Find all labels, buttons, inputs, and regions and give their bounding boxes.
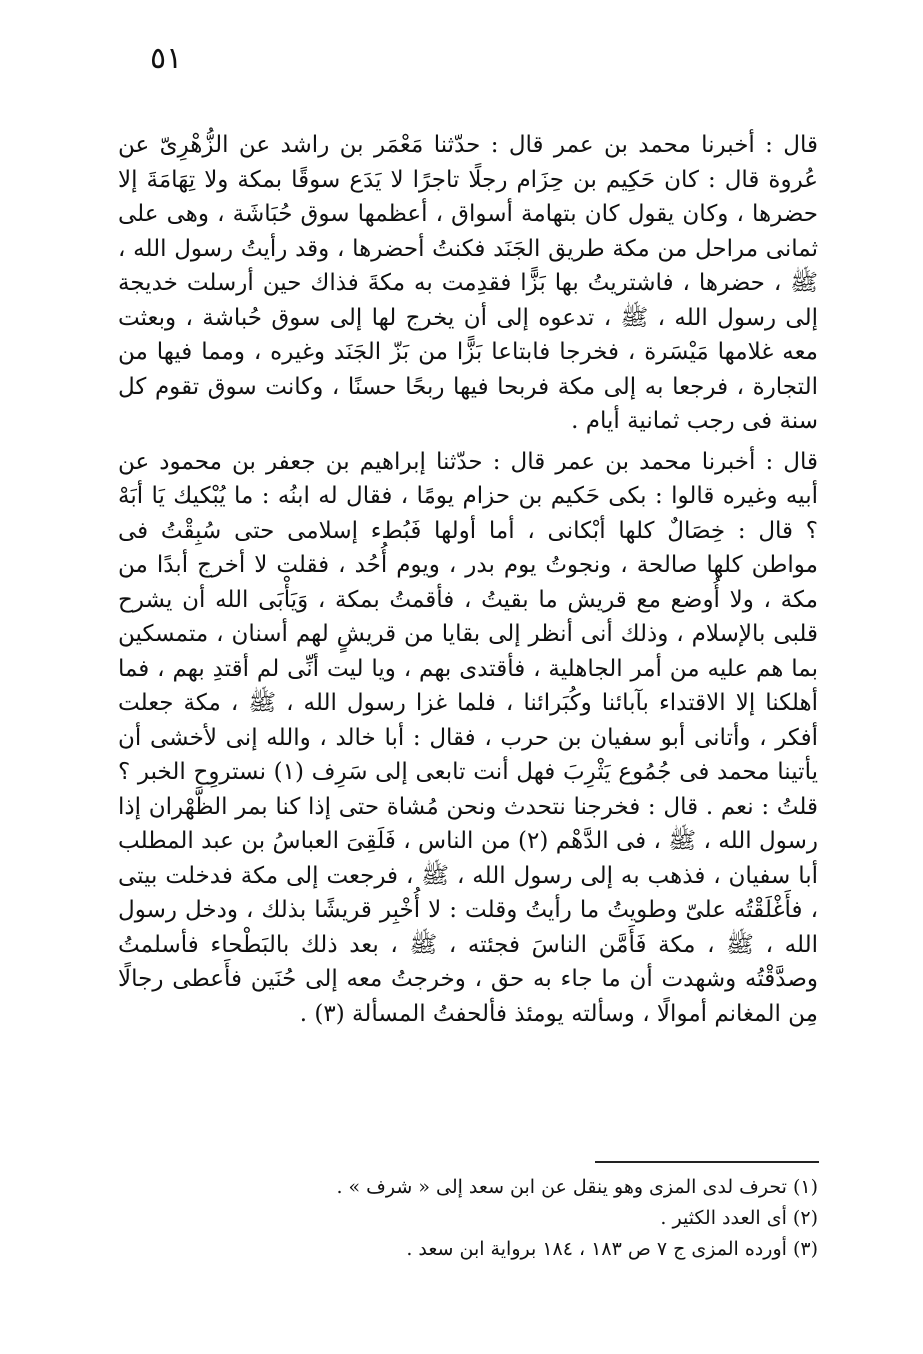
page-number: ٥١ xyxy=(150,41,183,76)
footnote-3: (٣) أورده المزى ج ٧ ص ١٨٣ ، ١٨٤ برواية ابن سعد . xyxy=(406,1238,818,1260)
paragraph-2: قال : أخبرنا محمد بن عمر قال : حدّثنا إبراهيم بن جعفر بن محمود عن أبيه وغيره قالوا : بكى حَكيم بن حزام يومًا ، فقال له ابنُه : ما يُبْكيك يَا أبَهْ ؟ قال : خِصَالٌ كلها أبْكانى ، أما أولها فَبُطء إسلامى حتى سُبِقْتُ فى مواطن كلها صالحة ، ونجوتُ يوم بدر ، ويوم أُحُد ، فقلت لا أخرج أبدًا من مكة ، ولا أُوضع مع قريش ما بقيتُ ، فأقمتُ بمكة ، وَيَأْبَى الله أن يشرح قلبى بالإسلام ، وذلك أنى أنظر إلى بقايا من قريشٍ لهم أسنان ، متمسكين بما هم عليه من أمر الجاهلية ، فأقتدى بهم ، ويا ليت أنِّى لم أقتدِ بهم ، فما أهلكنا إلا الاقتداء بآبائنا وكُبَرائنا ، فلما غزا رسول الله ، ﷺ ، مكة جعلت أفكر ، وأتانى أبو سفيان بن حرب ، فقال : أبا خالد ، والله إنى لأخشى أن يأتينا محمد فى جُمُوع يَثْرِبَ فهل أنت تابعى إلى سَرِف (١) نستروِح الخبر ؟ قلتُ : نعم . قال : فخرجنا نتحدث ونحن مُشاة حتى إذا كنا بمر الظَّهْران إذا رسول الله ، ﷺ ، فى الدَّهْم (٢) من الناس ، فَلَقِىَ العباسُ بن عبد المطلب أبا سفيان ، فذهب به إلى رسول الله ، ﷺ ، فرجعت إلى مكة فدخلت بيتى ، فأَغْلَقْتُه علىّ وطويتُ ما رأيتُ وقلت : لا أُخْبِر قريشًا بذلك ، ودخل رسول الله ، ﷺ ، مكة فَأَمَّن الناسَ فجئته ، ﷺ ، بعد ذلك بالبَطْحاء فأسلمتُ وصدَّقْتُه وشهدت أن ما جاء به حق ، وخرجتُ معه إلى حُنَين فأَعطى رجالًا مِن المغانم أموالًا ، وسألته يومئذ فألحفتُ المسألة (٣) . xyxy=(118,448,818,1027)
footnote-divider xyxy=(595,1161,819,1163)
footnote-2: (٢) أى العدد الكثير . xyxy=(660,1207,818,1229)
footnotes xyxy=(240,1172,818,1265)
main-text xyxy=(118,128,818,1031)
paragraph-1: قال : أخبرنا محمد بن عمر قال : حدّثنا مَعْمَر بن راشد عن الزُّهْرِىّ عن عُروة قال : كان حَكِيم بن حِزَام رجلًا تاجرًا لا يَدَع سوقًا بمكة ولا تِهَامَةَ إلا حضرها ، وكان يقول كان بتهامة أسواق ، أعظمها سوق حُبَاشَة ، وهى على ثمانى مراحل من مكة طريق الجَنَد فكنتُ أحضرها ، وقد رأيتُ رسول الله ، ﷺ ، حضرها ، فاشتريتُ بها بَزًّا فقدِمت به مكةَ فذاك حين أرسلت خديجة إلى رسول الله ، ﷺ ، تدعوه إلى أن يخرج لها إلى سوق حُباشة ، وبعثت معه غلامها مَيْسَرة ، فخرجا فابتاعا بَزًّا من بَزّ الجَنَد وغيره ، ومما فيها من التجارة ، فرجعا به إلى مكة فربحا فيها ربحًا حسنًا ، وكانت سوق تقوم كل سنة فى رجب ثمانية أيام . xyxy=(118,132,818,434)
footnote-1: (١) تحرف لدى المزى وهو ينقل عن ابن سعد إلى « شرف » . xyxy=(336,1176,818,1198)
